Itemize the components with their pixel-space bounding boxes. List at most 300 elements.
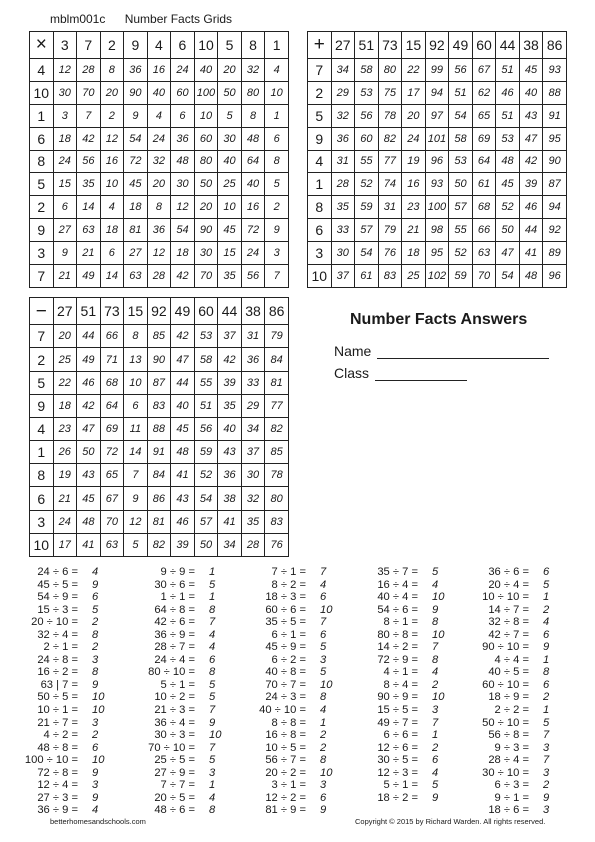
grid-cell: 16 [100, 150, 124, 173]
grid-cell: 77 [378, 150, 402, 173]
grid-cell: 82 [147, 533, 171, 556]
grid-cell: 27 [53, 219, 77, 242]
fact-answer: 1 [432, 729, 439, 742]
fact-question: 90 ÷ 9 = [377, 691, 418, 704]
fact-question: 54 ÷ 9 = [37, 591, 78, 604]
fact-question: 20 ÷ 5 = [154, 791, 195, 804]
division-fact [133, 779, 221, 792]
row-header: 1 [308, 173, 332, 196]
division-fact [133, 566, 221, 579]
grid-cell: 50 [77, 441, 101, 464]
grid-row [308, 104, 567, 127]
division-fact [244, 616, 332, 629]
division-fact [133, 641, 221, 654]
grid-cell: 76 [378, 242, 402, 265]
grid-cell: 42 [171, 325, 195, 348]
division-fact [133, 591, 221, 604]
row-header: 9 [30, 394, 54, 417]
column-header: 5 [218, 32, 242, 59]
grid-cell: 58 [194, 348, 218, 371]
grid-cell: 43 [77, 464, 101, 487]
addition-grid [307, 31, 567, 288]
fact-question: 6 ÷ 6 = [383, 729, 418, 742]
division-fact [467, 616, 549, 629]
grid-cell: 40 [241, 173, 265, 196]
column-header: 7 [77, 32, 101, 59]
fact-answer: 3 [320, 653, 327, 666]
division-fact [467, 654, 549, 667]
grid-cell: 81 [265, 371, 289, 394]
answers-title: Number Facts Answers [350, 311, 528, 328]
fact-question: 10 ÷ 2 = [154, 691, 195, 704]
grid-cell: 22 [53, 371, 77, 394]
grid-cell: 6 [53, 196, 77, 219]
grid-cell: 52 [194, 464, 218, 487]
grid-cell: 24 [53, 510, 77, 533]
grid-cell: 65 [100, 464, 124, 487]
grid-cell: 29 [331, 81, 355, 104]
fact-answer: 7 [543, 729, 550, 742]
fact-question: 3 ÷ 1 = [271, 779, 306, 792]
grid-cell: 90 [147, 348, 171, 371]
grid-cell: 41 [77, 533, 101, 556]
row-header: 5 [30, 173, 54, 196]
grid-cell: 20 [402, 104, 426, 127]
division-fact [356, 579, 444, 592]
fact-answer: 7 [320, 566, 327, 578]
fact-question: 20 ÷ 4 = [488, 578, 529, 591]
division-facts-column-4 [356, 566, 444, 804]
grid-cell: 56 [77, 150, 101, 173]
division-fact [133, 792, 221, 805]
division-fact [133, 666, 221, 679]
division-fact [467, 804, 549, 817]
fact-answer: 2 [543, 603, 550, 616]
grid-cell: 85 [265, 441, 289, 464]
division-fact [356, 742, 444, 755]
grid-cell: 16 [241, 196, 265, 219]
grid-cell: 65 [472, 104, 496, 127]
fact-question: 40 ÷ 10 = [259, 704, 306, 717]
grid-cell: 50 [496, 219, 520, 242]
division-fact [16, 717, 104, 730]
grid-cell: 24 [147, 127, 171, 150]
grid-cell: 76 [265, 533, 289, 556]
division-fact [356, 616, 444, 629]
fact-answer: 10 [320, 603, 333, 616]
fact-question: 40 ÷ 4 = [377, 591, 418, 604]
fact-answer: 10 [432, 591, 445, 604]
division-fact [16, 604, 104, 617]
division-fact [16, 591, 104, 604]
grid-row [30, 219, 289, 242]
grid-cell: 70 [100, 510, 124, 533]
grid-cell: 10 [194, 104, 218, 127]
fact-question: 50 ÷ 5 = [37, 691, 78, 704]
grid-header-row [30, 32, 289, 59]
grid-cell: 9 [265, 219, 289, 242]
fact-question: 24 ÷ 3 = [265, 691, 306, 704]
grid-row [30, 348, 289, 371]
division-fact [133, 729, 221, 742]
fact-answer: 4 [543, 616, 550, 629]
grid-cell: 50 [449, 173, 473, 196]
grid-cell: 48 [241, 127, 265, 150]
grid-row [30, 242, 289, 265]
grid-cell: 94 [543, 196, 567, 219]
division-fact [16, 566, 104, 579]
grid-cell: 52 [496, 196, 520, 219]
division-fact [467, 754, 549, 767]
fact-question: 50 ÷ 10 = [482, 716, 529, 729]
row-header: 3 [308, 242, 332, 265]
column-header: 44 [496, 32, 520, 59]
grid-cell: 48 [496, 150, 520, 173]
grid-cell: 102 [425, 264, 449, 287]
grid-cell: 75 [378, 81, 402, 104]
division-fact [16, 629, 104, 642]
grid-cell: 74 [378, 173, 402, 196]
fact-answer: 6 [543, 628, 550, 641]
grid-cell: 59 [449, 264, 473, 287]
grid-cell: 30 [241, 464, 265, 487]
fact-answer: 6 [543, 566, 550, 578]
row-header: 1 [30, 104, 54, 127]
grid-cell: 51 [496, 58, 520, 81]
fact-answer: 8 [543, 666, 550, 679]
subtraction-grid [29, 297, 289, 557]
division-fact [16, 742, 104, 755]
grid-cell: 25 [402, 264, 426, 287]
division-facts-column-3 [244, 566, 332, 817]
fact-answer: 7 [432, 716, 439, 729]
column-header: 15 [124, 298, 148, 325]
grid-cell: 45 [124, 173, 148, 196]
fact-question: 30 ÷ 5 = [377, 754, 418, 767]
fact-answer: 6 [543, 678, 550, 691]
grid-cell: 33 [331, 219, 355, 242]
grid-cell: 91 [147, 441, 171, 464]
grid-cell: 28 [331, 173, 355, 196]
grid-cell: 9 [124, 104, 148, 127]
grid-cell: 12 [147, 242, 171, 265]
grid-row [30, 81, 289, 104]
grid-row [30, 441, 289, 464]
grid-cell: 58 [355, 58, 379, 81]
grid-cell: 4 [147, 104, 171, 127]
row-header: 4 [30, 58, 54, 81]
grid-cell: 31 [241, 325, 265, 348]
grid-cell: 50 [218, 81, 242, 104]
grid-cell: 5 [265, 173, 289, 196]
grid-cell: 80 [265, 487, 289, 510]
fact-question: 49 ÷ 7 = [377, 716, 418, 729]
grid-cell: 93 [543, 58, 567, 81]
grid-row [30, 417, 289, 440]
fact-answer: 4 [432, 578, 439, 591]
column-header: 3 [53, 32, 77, 59]
grid-row [30, 127, 289, 150]
fact-question: 63 | 7 = [40, 678, 78, 691]
grid-row [308, 81, 567, 104]
fact-question: 28 ÷ 7 = [154, 641, 195, 654]
grid-cell: 41 [218, 510, 242, 533]
fact-question: 72 ÷ 8 = [37, 766, 78, 779]
grid-cell: 52 [449, 242, 473, 265]
grid-cell: 36 [331, 127, 355, 150]
division-fact [244, 679, 332, 692]
fact-question: 18 ÷ 3 = [265, 591, 306, 604]
fact-answer: 9 [543, 791, 550, 804]
fact-question: 4 ÷ 2 = [43, 729, 78, 742]
fact-question: 12 ÷ 6 = [377, 741, 418, 754]
row-header: 9 [308, 127, 332, 150]
grid-cell: 18 [53, 127, 77, 150]
grid-cell: 8 [147, 196, 171, 219]
column-header: 86 [265, 298, 289, 325]
grid-cell: 72 [241, 219, 265, 242]
grid-cell: 51 [194, 394, 218, 417]
grid-cell: 29 [241, 394, 265, 417]
fact-question: 70 ÷ 10 = [148, 741, 195, 754]
division-fact [356, 729, 444, 742]
division-fact [356, 792, 444, 805]
fact-answer: 2 [543, 691, 550, 704]
grid-cell: 70 [472, 264, 496, 287]
fact-answer: 8 [92, 666, 99, 679]
grid-cell: 27 [124, 242, 148, 265]
grid-cell: 18 [53, 394, 77, 417]
grid-cell: 23 [53, 417, 77, 440]
grid-cell: 32 [331, 104, 355, 127]
column-header: 38 [519, 32, 543, 59]
grid-cell: 98 [425, 219, 449, 242]
row-header: 3 [30, 510, 54, 533]
fact-answer: 5 [209, 754, 216, 767]
fact-question: 16 ÷ 8 = [265, 729, 306, 742]
grid-cell: 14 [100, 264, 124, 287]
grid-cell: 35 [218, 264, 242, 287]
division-facts-column-5 [467, 566, 549, 817]
grid-row [30, 58, 289, 81]
grid-header-row [308, 32, 567, 59]
fact-question: 30 ÷ 3 = [154, 729, 195, 742]
division-fact [467, 742, 549, 755]
grid-cell: 2 [100, 104, 124, 127]
grid-cell: 36 [147, 219, 171, 242]
grid-cell: 40 [519, 81, 543, 104]
grid-cell: 57 [194, 510, 218, 533]
grid-cell: 8 [124, 325, 148, 348]
grid-cell: 40 [171, 394, 195, 417]
grid-cell: 66 [472, 219, 496, 242]
fact-question: 21 ÷ 7 = [37, 716, 78, 729]
fact-question: 2 ÷ 1 = [43, 641, 78, 654]
fact-question: 40 ÷ 5 = [488, 666, 529, 679]
fact-question: 10 ÷ 5 = [265, 741, 306, 754]
class-field [334, 365, 467, 381]
fact-answer: 4 [432, 766, 439, 779]
column-header: 73 [100, 298, 124, 325]
fact-answer: 9 [209, 716, 216, 729]
grid-cell: 94 [425, 81, 449, 104]
column-header: 44 [218, 298, 242, 325]
division-fact [16, 616, 104, 629]
fact-answer: 8 [320, 754, 327, 767]
division-fact [356, 691, 444, 704]
grid-cell: 63 [77, 219, 101, 242]
grid-row [30, 487, 289, 510]
division-fact [356, 704, 444, 717]
grid-cell: 50 [194, 173, 218, 196]
fact-answer: 4 [209, 791, 216, 804]
column-header: 49 [449, 32, 473, 59]
grid-cell: 58 [449, 127, 473, 150]
fact-question: 36 ÷ 9 = [37, 804, 78, 817]
grid-cell: 44 [519, 219, 543, 242]
grid-cell: 39 [218, 371, 242, 394]
row-header: 6 [30, 127, 54, 150]
grid-cell: 24 [241, 242, 265, 265]
division-fact [244, 717, 332, 730]
grid-cell: 71 [100, 348, 124, 371]
class-blank-line [375, 366, 467, 381]
division-fact [467, 779, 549, 792]
division-fact [467, 666, 549, 679]
grid-cell: 7 [124, 464, 148, 487]
row-header: 2 [308, 81, 332, 104]
grid-cell: 59 [194, 441, 218, 464]
division-fact [244, 729, 332, 742]
grid-cell: 30 [218, 127, 242, 150]
grid-cell: 18 [171, 242, 195, 265]
fact-answer: 6 [92, 591, 99, 604]
grid-cell: 7 [77, 104, 101, 127]
grid-cell: 59 [355, 196, 379, 219]
grid-cell: 2 [265, 196, 289, 219]
column-header: 38 [241, 298, 265, 325]
grid-cell: 95 [425, 242, 449, 265]
grid-cell: 45 [77, 487, 101, 510]
fact-answer: 4 [320, 578, 327, 591]
fact-question: 70 ÷ 7 = [265, 678, 306, 691]
operator-sign: − [30, 298, 54, 325]
grid-cell: 63 [472, 242, 496, 265]
grid-cell: 14 [124, 441, 148, 464]
grid-cell: 46 [171, 510, 195, 533]
grid-cell: 100 [425, 196, 449, 219]
fact-question: 45 ÷ 9 = [265, 641, 306, 654]
grid-header-row [30, 298, 289, 325]
fact-answer: 7 [543, 754, 550, 767]
column-header: 60 [194, 298, 218, 325]
grid-cell: 43 [218, 441, 242, 464]
fact-answer: 10 [209, 729, 222, 742]
grid-cell: 49 [77, 264, 101, 287]
fact-question: 56 ÷ 8 = [488, 729, 529, 742]
grid-cell: 83 [265, 510, 289, 533]
grid-cell: 20 [194, 196, 218, 219]
grid-row [308, 150, 567, 173]
grid-cell: 101 [425, 127, 449, 150]
fact-question: 4 ÷ 4 = [494, 653, 529, 666]
grid-cell: 96 [543, 264, 567, 287]
grid-cell: 54 [449, 104, 473, 127]
grid-cell: 41 [171, 464, 195, 487]
grid-cell: 24 [53, 150, 77, 173]
division-fact [133, 691, 221, 704]
division-fact [16, 579, 104, 592]
grid-cell: 50 [194, 533, 218, 556]
grid-cell: 67 [472, 58, 496, 81]
fact-question: 40 ÷ 8 = [265, 666, 306, 679]
fact-question: 100 ÷ 10 = [24, 754, 78, 767]
row-header: 4 [308, 150, 332, 173]
fact-answer: 4 [432, 666, 439, 679]
fact-question: 60 ÷ 6 = [265, 603, 306, 616]
division-fact [244, 704, 332, 717]
fact-answer: 7 [320, 616, 327, 629]
fact-answer: 5 [432, 566, 439, 578]
fact-question: 10 ÷ 1 = [37, 704, 78, 717]
grid-cell: 90 [124, 81, 148, 104]
grid-cell: 17 [402, 81, 426, 104]
division-fact [467, 591, 549, 604]
grid-cell: 36 [124, 58, 148, 81]
grid-cell: 5 [218, 104, 242, 127]
grid-row [308, 127, 567, 150]
division-fact [16, 704, 104, 717]
grid-row [30, 104, 289, 127]
grid-cell: 69 [100, 417, 124, 440]
grid-cell: 41 [519, 242, 543, 265]
row-header: 5 [30, 371, 54, 394]
fact-question: 4 ÷ 1 = [383, 666, 418, 679]
division-fact [356, 767, 444, 780]
row-header: 10 [30, 81, 54, 104]
grid-cell: 1 [265, 104, 289, 127]
division-fact [356, 629, 444, 642]
fact-answer: 10 [432, 691, 445, 704]
fact-answer: 5 [432, 779, 439, 792]
division-fact [16, 767, 104, 780]
grid-cell: 61 [472, 173, 496, 196]
fact-answer: 5 [543, 716, 550, 729]
fact-question: 54 ÷ 6 = [377, 603, 418, 616]
division-fact [133, 767, 221, 780]
column-header: 27 [53, 298, 77, 325]
grid-cell: 83 [147, 394, 171, 417]
fact-question: 8 ÷ 8 = [271, 716, 306, 729]
fact-question: 9 ÷ 1 = [494, 791, 529, 804]
division-fact [133, 742, 221, 755]
grid-cell: 60 [171, 81, 195, 104]
division-fact [244, 767, 332, 780]
column-header: 15 [402, 32, 426, 59]
grid-cell: 10 [218, 196, 242, 219]
grid-cell: 12 [171, 196, 195, 219]
grid-cell: 15 [218, 242, 242, 265]
division-fact [467, 704, 549, 717]
grid-cell: 10 [265, 81, 289, 104]
grid-cell: 17 [53, 533, 77, 556]
row-header: 8 [30, 464, 54, 487]
fact-question: 5 ÷ 1 = [383, 779, 418, 792]
grid-cell: 20 [100, 81, 124, 104]
grid-cell: 69 [472, 127, 496, 150]
grid-cell: 81 [147, 510, 171, 533]
grid-cell: 44 [77, 325, 101, 348]
